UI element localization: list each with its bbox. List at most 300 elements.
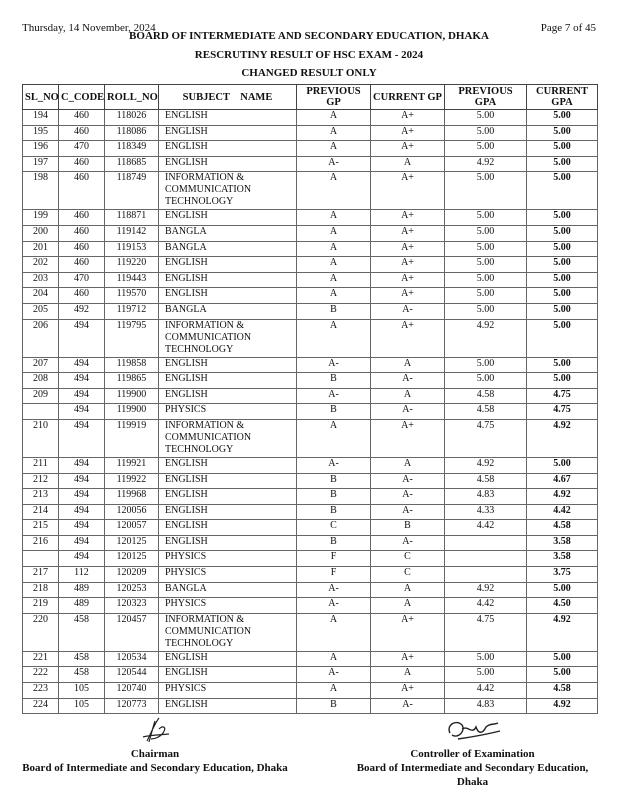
chairman-signature-block <box>0 715 310 775</box>
cell-previous-gp: B <box>297 473 371 489</box>
cell-roll-no: 120544 <box>105 667 159 683</box>
cell-current-gp: C <box>371 551 445 567</box>
cell-roll-no: 120057 <box>105 520 159 536</box>
cell-c-code: 460 <box>59 125 105 141</box>
col-previous-gpa: PREVIOUS GPA <box>445 85 527 110</box>
cell-roll-no: 118026 <box>105 110 159 126</box>
cell-c-code: 458 <box>59 651 105 667</box>
cell-current-gpa: 4.75 <box>527 404 598 420</box>
cell-c-code: 494 <box>59 319 105 357</box>
cell-current-gp: A+ <box>371 172 445 210</box>
cell-sl-no: 207 <box>23 357 59 373</box>
cell-sl-no: 205 <box>23 303 59 319</box>
table-row <box>23 404 598 420</box>
cell-current-gpa: 4.42 <box>527 504 598 520</box>
print-date: Thursday, 14 November, 2024 <box>22 22 156 34</box>
table-row <box>23 504 598 520</box>
cell-current-gp: A+ <box>371 272 445 288</box>
cell-current-gpa: 5.00 <box>527 288 598 304</box>
cell-roll-no: 118349 <box>105 141 159 157</box>
cell-subject: BANGLA <box>159 582 297 598</box>
cell-sl-no: 212 <box>23 473 59 489</box>
cell-sl-no: 199 <box>23 210 59 226</box>
cell-previous-gpa <box>445 567 527 583</box>
cell-roll-no: 120209 <box>105 567 159 583</box>
cell-previous-gp: A- <box>297 156 371 172</box>
cell-current-gpa: 5.00 <box>527 357 598 373</box>
cell-current-gpa: 5.00 <box>527 457 598 473</box>
cell-sl-no: 209 <box>23 388 59 404</box>
cell-current-gp: A+ <box>371 613 445 651</box>
cell-current-gpa: 5.00 <box>527 667 598 683</box>
cell-sl-no: 214 <box>23 504 59 520</box>
cell-current-gp: A+ <box>371 419 445 457</box>
cell-current-gp: A+ <box>371 288 445 304</box>
cell-c-code: 105 <box>59 698 105 714</box>
cell-roll-no: 118086 <box>105 125 159 141</box>
cell-sl-no: 220 <box>23 613 59 651</box>
cell-previous-gp: B <box>297 698 371 714</box>
cell-previous-gpa: 4.42 <box>445 598 527 614</box>
table-row <box>23 388 598 404</box>
cell-roll-no: 119968 <box>105 489 159 505</box>
controller-signature-icon <box>438 715 508 745</box>
table-row <box>23 172 598 210</box>
cell-roll-no: 120253 <box>105 582 159 598</box>
cell-current-gpa: 5.00 <box>527 172 598 210</box>
cell-roll-no: 118685 <box>105 156 159 172</box>
cell-roll-no: 119153 <box>105 241 159 257</box>
cell-previous-gpa: 5.00 <box>445 288 527 304</box>
cell-sl-no: 200 <box>23 225 59 241</box>
cell-sl-no: 202 <box>23 257 59 273</box>
cell-previous-gpa: 5.00 <box>445 241 527 257</box>
cell-current-gpa: 4.92 <box>527 419 598 457</box>
cell-previous-gpa: 5.00 <box>445 110 527 126</box>
cell-subject: ENGLISH <box>159 473 297 489</box>
cell-previous-gp: A- <box>297 582 371 598</box>
cell-current-gp: A <box>371 457 445 473</box>
cell-subject: INFORMATION & COMMUNICATION TECHNOLOGY <box>159 172 297 210</box>
cell-sl-no: 208 <box>23 373 59 389</box>
cell-current-gp: A <box>371 388 445 404</box>
cell-subject: ENGLISH <box>159 651 297 667</box>
cell-c-code: 460 <box>59 156 105 172</box>
controller-signature-block <box>340 715 605 789</box>
cell-sl-no: 201 <box>23 241 59 257</box>
cell-c-code: 494 <box>59 357 105 373</box>
table-header-row <box>23 85 598 110</box>
cell-previous-gp: A <box>297 125 371 141</box>
cell-previous-gp: A <box>297 172 371 210</box>
table-row <box>23 520 598 536</box>
table-row <box>23 373 598 389</box>
table-row <box>23 110 598 126</box>
cell-c-code: 489 <box>59 582 105 598</box>
cell-previous-gp: B <box>297 535 371 551</box>
cell-current-gp: A- <box>371 504 445 520</box>
cell-subject: INFORMATION & COMMUNICATION TECHNOLOGY <box>159 419 297 457</box>
cell-c-code: 494 <box>59 535 105 551</box>
table-row <box>23 489 598 505</box>
cell-current-gpa: 5.00 <box>527 241 598 257</box>
cell-current-gpa: 4.92 <box>527 489 598 505</box>
col-c-code: C_CODE <box>59 85 105 110</box>
cell-c-code: 458 <box>59 667 105 683</box>
cell-previous-gpa: 4.92 <box>445 319 527 357</box>
table-row <box>23 457 598 473</box>
cell-previous-gp: A <box>297 210 371 226</box>
cell-subject: ENGLISH <box>159 210 297 226</box>
cell-previous-gp: C <box>297 520 371 536</box>
cell-current-gp: A+ <box>371 110 445 126</box>
cell-sl-no: 194 <box>23 110 59 126</box>
table-row <box>23 683 598 699</box>
cell-previous-gp: A <box>297 613 371 651</box>
cell-c-code: 460 <box>59 225 105 241</box>
cell-sl-no: 222 <box>23 667 59 683</box>
cell-subject: ENGLISH <box>159 257 297 273</box>
cell-subject: PHYSICS <box>159 683 297 699</box>
cell-c-code: 494 <box>59 520 105 536</box>
cell-current-gp: A <box>371 582 445 598</box>
cell-current-gpa: 4.92 <box>527 698 598 714</box>
cell-roll-no: 119795 <box>105 319 159 357</box>
cell-subject: ENGLISH <box>159 520 297 536</box>
cell-roll-no: 120323 <box>105 598 159 614</box>
chairman-title: Chairman <box>130 748 180 760</box>
col-previous-gp: PREVIOUS GP <box>297 85 371 110</box>
cell-current-gp: A <box>371 357 445 373</box>
cell-previous-gp: A- <box>297 388 371 404</box>
cell-current-gpa: 3.75 <box>527 567 598 583</box>
cell-current-gp: A- <box>371 489 445 505</box>
cell-previous-gp: F <box>297 567 371 583</box>
table-row <box>23 651 598 667</box>
col-current-gp: CURRENT GP <box>371 85 445 110</box>
cell-roll-no: 119921 <box>105 457 159 473</box>
cell-sl-no: 224 <box>23 698 59 714</box>
cell-current-gp: A <box>371 667 445 683</box>
cell-previous-gpa: 4.75 <box>445 613 527 651</box>
table-row <box>23 535 598 551</box>
cell-previous-gp: A <box>297 419 371 457</box>
cell-previous-gp: A- <box>297 357 371 373</box>
result-subtitle: CHANGED RESULT ONLY <box>241 67 377 79</box>
cell-current-gpa: 4.67 <box>527 473 598 489</box>
cell-roll-no: 120125 <box>105 551 159 567</box>
cell-c-code: 494 <box>59 489 105 505</box>
cell-c-code: 494 <box>59 419 105 457</box>
cell-previous-gpa: 4.33 <box>445 504 527 520</box>
cell-subject: BANGLA <box>159 225 297 241</box>
cell-subject: ENGLISH <box>159 357 297 373</box>
table-row <box>23 551 598 567</box>
cell-previous-gpa: 4.83 <box>445 489 527 505</box>
cell-roll-no: 120125 <box>105 535 159 551</box>
table-row <box>23 357 598 373</box>
controller-title: Controller of Examination <box>410 748 535 760</box>
cell-c-code: 494 <box>59 457 105 473</box>
cell-current-gp: A- <box>371 404 445 420</box>
cell-subject: PHYSICS <box>159 551 297 567</box>
col-current-gpa: CURRENT GPA <box>527 85 598 110</box>
cell-sl-no: 221 <box>23 651 59 667</box>
cell-previous-gpa: 5.00 <box>445 172 527 210</box>
cell-previous-gpa: 4.42 <box>445 683 527 699</box>
cell-roll-no: 120534 <box>105 651 159 667</box>
cell-previous-gpa: 5.00 <box>445 257 527 273</box>
cell-previous-gpa <box>445 551 527 567</box>
cell-previous-gpa: 4.83 <box>445 698 527 714</box>
cell-previous-gpa: 4.92 <box>445 457 527 473</box>
cell-previous-gp: A <box>297 241 371 257</box>
cell-subject: ENGLISH <box>159 698 297 714</box>
cell-current-gpa: 4.58 <box>527 683 598 699</box>
cell-current-gpa: 5.00 <box>527 303 598 319</box>
table-row <box>23 598 598 614</box>
cell-roll-no: 120740 <box>105 683 159 699</box>
cell-current-gp: A- <box>371 698 445 714</box>
cell-roll-no: 118871 <box>105 210 159 226</box>
table-row <box>23 473 598 489</box>
chairman-org: Board of Intermediate and Secondary Education, Dhaka <box>22 762 288 774</box>
cell-c-code: 470 <box>59 272 105 288</box>
cell-current-gp: A+ <box>371 141 445 157</box>
cell-current-gp: A+ <box>371 257 445 273</box>
cell-current-gpa: 3.58 <box>527 535 598 551</box>
cell-c-code: 460 <box>59 257 105 273</box>
cell-current-gp: A+ <box>371 651 445 667</box>
cell-c-code: 460 <box>59 110 105 126</box>
cell-sl-no: 213 <box>23 489 59 505</box>
cell-current-gpa: 5.00 <box>527 373 598 389</box>
cell-previous-gpa: 4.75 <box>445 419 527 457</box>
table-row <box>23 582 598 598</box>
table-row <box>23 210 598 226</box>
cell-c-code: 470 <box>59 141 105 157</box>
cell-c-code: 458 <box>59 613 105 651</box>
cell-roll-no: 119865 <box>105 373 159 389</box>
table-row <box>23 125 598 141</box>
cell-roll-no: 119900 <box>105 388 159 404</box>
cell-subject: ENGLISH <box>159 535 297 551</box>
cell-current-gpa: 4.75 <box>527 388 598 404</box>
cell-roll-no: 119919 <box>105 419 159 457</box>
cell-sl-no: 223 <box>23 683 59 699</box>
cell-current-gpa: 5.00 <box>527 210 598 226</box>
cell-previous-gpa: 5.00 <box>445 667 527 683</box>
cell-current-gp: A+ <box>371 210 445 226</box>
cell-subject: ENGLISH <box>159 110 297 126</box>
cell-current-gp: A+ <box>371 225 445 241</box>
cell-previous-gp: A- <box>297 598 371 614</box>
col-roll-no: ROLL_NO <box>105 85 159 110</box>
cell-subject: ENGLISH <box>159 373 297 389</box>
cell-previous-gp: A <box>297 651 371 667</box>
cell-current-gpa: 5.00 <box>527 225 598 241</box>
cell-previous-gpa: 5.00 <box>445 125 527 141</box>
cell-c-code: 460 <box>59 172 105 210</box>
cell-current-gp: A- <box>371 535 445 551</box>
cell-previous-gp: B <box>297 404 371 420</box>
cell-c-code: 494 <box>59 404 105 420</box>
cell-current-gp: A <box>371 156 445 172</box>
cell-c-code: 494 <box>59 504 105 520</box>
cell-current-gp: A+ <box>371 125 445 141</box>
cell-previous-gp: A <box>297 288 371 304</box>
cell-previous-gpa <box>445 535 527 551</box>
cell-sl-no: 206 <box>23 319 59 357</box>
cell-subject: ENGLISH <box>159 141 297 157</box>
cell-sl-no: 198 <box>23 172 59 210</box>
cell-subject: ENGLISH <box>159 667 297 683</box>
table-row <box>23 303 598 319</box>
cell-previous-gpa: 5.00 <box>445 651 527 667</box>
cell-previous-gp: A <box>297 683 371 699</box>
cell-c-code: 105 <box>59 683 105 699</box>
cell-roll-no: 119900 <box>105 404 159 420</box>
cell-subject: ENGLISH <box>159 125 297 141</box>
cell-c-code: 460 <box>59 241 105 257</box>
results-table <box>22 84 598 714</box>
cell-previous-gpa: 4.42 <box>445 520 527 536</box>
cell-sl-no: 203 <box>23 272 59 288</box>
table-row <box>23 667 598 683</box>
cell-previous-gpa: 5.00 <box>445 210 527 226</box>
cell-previous-gpa: 5.00 <box>445 141 527 157</box>
cell-sl-no <box>23 404 59 420</box>
cell-subject: ENGLISH <box>159 156 297 172</box>
cell-current-gp: C <box>371 567 445 583</box>
cell-current-gpa: 5.00 <box>527 257 598 273</box>
col-sl-no: SL_NO <box>23 85 59 110</box>
cell-current-gpa: 3.58 <box>527 551 598 567</box>
cell-previous-gp: A <box>297 110 371 126</box>
cell-previous-gp: B <box>297 373 371 389</box>
cell-previous-gpa: 5.00 <box>445 225 527 241</box>
cell-previous-gp: B <box>297 504 371 520</box>
cell-subject: PHYSICS <box>159 567 297 583</box>
cell-subject: INFORMATION & COMMUNICATION TECHNOLOGY <box>159 613 297 651</box>
cell-current-gp: A- <box>371 303 445 319</box>
cell-previous-gpa: 4.58 <box>445 404 527 420</box>
cell-current-gpa: 5.00 <box>527 125 598 141</box>
cell-current-gpa: 5.00 <box>527 582 598 598</box>
cell-previous-gp: A <box>297 257 371 273</box>
cell-sl-no: 215 <box>23 520 59 536</box>
table-row <box>23 272 598 288</box>
cell-previous-gpa: 4.92 <box>445 156 527 172</box>
table-row <box>23 241 598 257</box>
table-row <box>23 613 598 651</box>
cell-previous-gpa: 5.00 <box>445 373 527 389</box>
cell-current-gp: A- <box>371 473 445 489</box>
cell-c-code: 494 <box>59 373 105 389</box>
cell-sl-no: 217 <box>23 567 59 583</box>
cell-previous-gpa: 5.00 <box>445 357 527 373</box>
cell-sl-no: 218 <box>23 582 59 598</box>
cell-c-code: 112 <box>59 567 105 583</box>
table-row <box>23 319 598 357</box>
cell-roll-no: 120457 <box>105 613 159 651</box>
cell-subject: BANGLA <box>159 241 297 257</box>
cell-current-gpa: 5.00 <box>527 156 598 172</box>
cell-current-gpa: 5.00 <box>527 319 598 357</box>
cell-subject: ENGLISH <box>159 288 297 304</box>
cell-current-gp: A <box>371 598 445 614</box>
cell-subject: ENGLISH <box>159 388 297 404</box>
cell-sl-no: 204 <box>23 288 59 304</box>
cell-subject: ENGLISH <box>159 504 297 520</box>
cell-roll-no: 119858 <box>105 357 159 373</box>
table-row <box>23 698 598 714</box>
cell-previous-gp: A <box>297 141 371 157</box>
board-title: BOARD OF INTERMEDIATE AND SECONDARY EDUCATION, DHAKA <box>129 30 489 42</box>
table-row <box>23 288 598 304</box>
table-row <box>23 156 598 172</box>
results-body <box>23 110 598 714</box>
cell-previous-gp: A <box>297 319 371 357</box>
cell-current-gp: A- <box>371 373 445 389</box>
cell-previous-gpa: 4.92 <box>445 582 527 598</box>
table-row <box>23 257 598 273</box>
cell-c-code: 494 <box>59 388 105 404</box>
cell-sl-no: 216 <box>23 535 59 551</box>
cell-current-gpa: 4.58 <box>527 520 598 536</box>
result-title: RESCRUTINY RESULT OF HSC EXAM - 2024 <box>194 49 424 61</box>
cell-c-code: 489 <box>59 598 105 614</box>
cell-c-code: 494 <box>59 473 105 489</box>
col-subject-name: SUBJECT NAME <box>159 85 297 110</box>
cell-current-gp: A+ <box>371 683 445 699</box>
cell-c-code: 460 <box>59 210 105 226</box>
table-row <box>23 141 598 157</box>
cell-subject: PHYSICS <box>159 598 297 614</box>
cell-previous-gpa: 4.58 <box>445 388 527 404</box>
cell-previous-gpa: 5.00 <box>445 303 527 319</box>
cell-sl-no: 197 <box>23 156 59 172</box>
cell-previous-gp: F <box>297 551 371 567</box>
cell-subject: INFORMATION & COMMUNICATION TECHNOLOGY <box>159 319 297 357</box>
cell-subject: ENGLISH <box>159 457 297 473</box>
cell-roll-no: 118749 <box>105 172 159 210</box>
cell-sl-no <box>23 551 59 567</box>
cell-previous-gp: B <box>297 489 371 505</box>
cell-previous-gp: A- <box>297 667 371 683</box>
cell-sl-no: 196 <box>23 141 59 157</box>
cell-subject: PHYSICS <box>159 404 297 420</box>
cell-previous-gp: A <box>297 225 371 241</box>
cell-roll-no: 119443 <box>105 272 159 288</box>
cell-roll-no: 119142 <box>105 225 159 241</box>
cell-current-gpa: 5.00 <box>527 110 598 126</box>
table-row <box>23 567 598 583</box>
cell-roll-no: 120773 <box>105 698 159 714</box>
cell-roll-no: 119712 <box>105 303 159 319</box>
cell-subject: ENGLISH <box>159 272 297 288</box>
cell-roll-no: 119922 <box>105 473 159 489</box>
cell-current-gp: A+ <box>371 241 445 257</box>
cell-current-gp: B <box>371 520 445 536</box>
cell-c-code: 494 <box>59 551 105 567</box>
cell-current-gp: A+ <box>371 319 445 357</box>
cell-previous-gpa: 5.00 <box>445 272 527 288</box>
cell-c-code: 460 <box>59 288 105 304</box>
cell-current-gpa: 5.00 <box>527 272 598 288</box>
cell-previous-gpa: 4.58 <box>445 473 527 489</box>
cell-sl-no: 210 <box>23 419 59 457</box>
